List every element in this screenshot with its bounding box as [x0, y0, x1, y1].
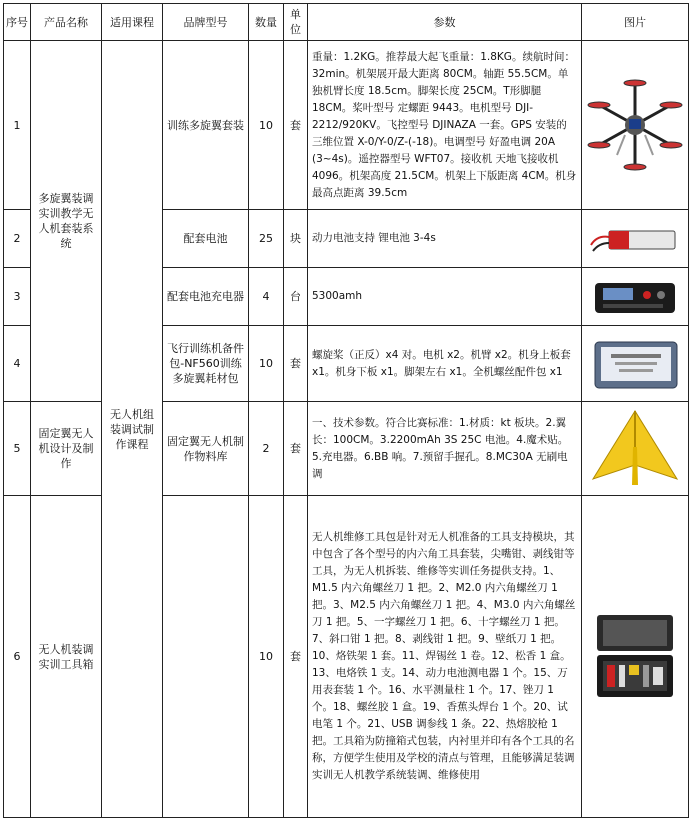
header-model: 品牌型号 — [163, 4, 249, 41]
header-no: 序号 — [4, 4, 31, 41]
header-product: 产品名称 — [31, 4, 102, 41]
row-unit: 套 — [284, 41, 308, 210]
row-qty: 25 — [249, 210, 284, 268]
product-name-multirotor: 多旋翼装调实训教学无人机套装系统 — [31, 41, 102, 402]
table-row — [4, 41, 689, 210]
row-qty: 10 — [249, 496, 284, 818]
row-qty: 10 — [249, 326, 284, 402]
header-unit: 单位 — [284, 4, 308, 41]
product-name-toolbox: 无人机装调实训工具箱 — [31, 496, 102, 818]
row-model: 配套电池 — [163, 210, 249, 268]
row-no: 3 — [4, 268, 31, 326]
fixed-wing-plane-icon — [587, 407, 683, 491]
tool-case-icon — [587, 609, 683, 705]
row-params: 无人机维修工具包是针对无人机准备的工具支持模块，其中包含了各个型号的内六角工具套装，尖嘴钳、剥线钳等工具，为无人机拆装、维修等实训任务提供支持。1、M1.5 内六角螺丝刀 1 把。2、M2.0 内六角螺丝刀 1 把。3、M2.5 内六角螺丝刀 1 把。4、M3.0 内六角螺丝刀 1 把。5、一字螺丝刀 1 把。6、十字螺丝刀 1 把。7、斜口钳 1 把。8、剥线钳 1 把。9、壁纸刀 1 把。10、烙铁架 1 套。11、焊锡丝 1 卷。12、松香 1 盒。13、电烙铁 1 支。14、动力电池测电器 1 个。15、万用表套装 1 个。16、水平测量柱 1 个。17、锉刀 1 个。18、螺丝胶 1 盒。19、香蕉头焊台 1 个。20、试电笔 1 个。21、USB 调参线 1 条。22、热熔胶枪 1 把。工具箱为防撞箱式包装，内衬里并印有各个工具的名称，方便学生使用及学校的清点与管理，且能够满足装调实训无人机教学系统装调、维修使用 — [308, 496, 582, 818]
row-no: 1 — [4, 41, 31, 210]
row-model — [163, 496, 249, 818]
header-row — [4, 4, 689, 41]
course-name: 无人机组装调试制作课程 — [102, 41, 163, 818]
row-model: 训练多旋翼套装 — [163, 41, 249, 210]
row-no: 5 — [4, 402, 31, 496]
row-params: 动力电池支持 锂电池 3-4s — [308, 210, 582, 268]
hexacopter-drone-icon — [587, 65, 683, 185]
row-image — [582, 496, 689, 818]
row-unit: 套 — [284, 326, 308, 402]
row-model: 飞行训练机备件包-NF560训练多旋翼耗材包 — [163, 326, 249, 402]
row-image — [582, 326, 689, 402]
product-name-fixedwing: 固定翼无人机设计及制作 — [31, 402, 102, 496]
row-image — [582, 210, 689, 268]
row-model: 配套电池充电器 — [163, 268, 249, 326]
row-unit: 套 — [284, 496, 308, 818]
equipment-table — [3, 3, 689, 818]
row-params: 一、技术参数。符合比赛标准：1.材质：kt 板块。2.翼长：100CM。3.2200mAh 3S 25C 电池。4.魔术贴。5.充电器。6.BB 响。7.预留手握孔。8.MC30A 无刷电调 — [308, 402, 582, 496]
header-course: 适用课程 — [102, 4, 163, 41]
header-params: 参数 — [308, 4, 582, 41]
row-params: 螺旋桨（正反）x4 对。电机 x2。机臂 x2。机身上板套 x1。机身下板 x1。脚架左右 x1。全机螺丝配件包 x1 — [308, 326, 582, 402]
row-no: 6 — [4, 496, 31, 818]
header-qty: 数量 — [249, 4, 284, 41]
battery-charger-icon — [587, 275, 683, 319]
row-no: 4 — [4, 326, 31, 402]
row-no: 2 — [4, 210, 31, 268]
row-unit: 台 — [284, 268, 308, 326]
row-image — [582, 402, 689, 496]
header-image: 图片 — [582, 4, 689, 41]
row-qty: 10 — [249, 41, 284, 210]
row-params: 5300amh — [308, 268, 582, 326]
row-unit: 套 — [284, 402, 308, 496]
row-qty: 2 — [249, 402, 284, 496]
row-image — [582, 41, 689, 210]
spare-parts-box-icon — [587, 334, 683, 394]
lipo-battery-icon — [587, 219, 683, 259]
row-image — [582, 268, 689, 326]
row-params: 重量：1.2KG。推荐最大起飞重量：1.8KG。续航时间：32min。机架展开最大距离 80CM。轴距 55.5CM。单独机臂长度 18.5cm。脚架长度 25CM。T形脚腿 18CM。桨叶型号 定螺距 9443。电机型号 DJI-2212/920KV。飞控型号 DJINAZA 一套。GPS 安装的三维位置 X-0/Y-0/Z-(-18)。电调型号 好盈电调 20A (3~4s)。遥控器型号 WFT07。接收机 天地飞接收机 4096。机架高度 21.5CM。机架上下版距离 4CM。机身最高点距离 39.5cm — [308, 41, 582, 210]
row-model: 固定翼无人机制作物料库 — [163, 402, 249, 496]
row-unit: 块 — [284, 210, 308, 268]
row-qty: 4 — [249, 268, 284, 326]
